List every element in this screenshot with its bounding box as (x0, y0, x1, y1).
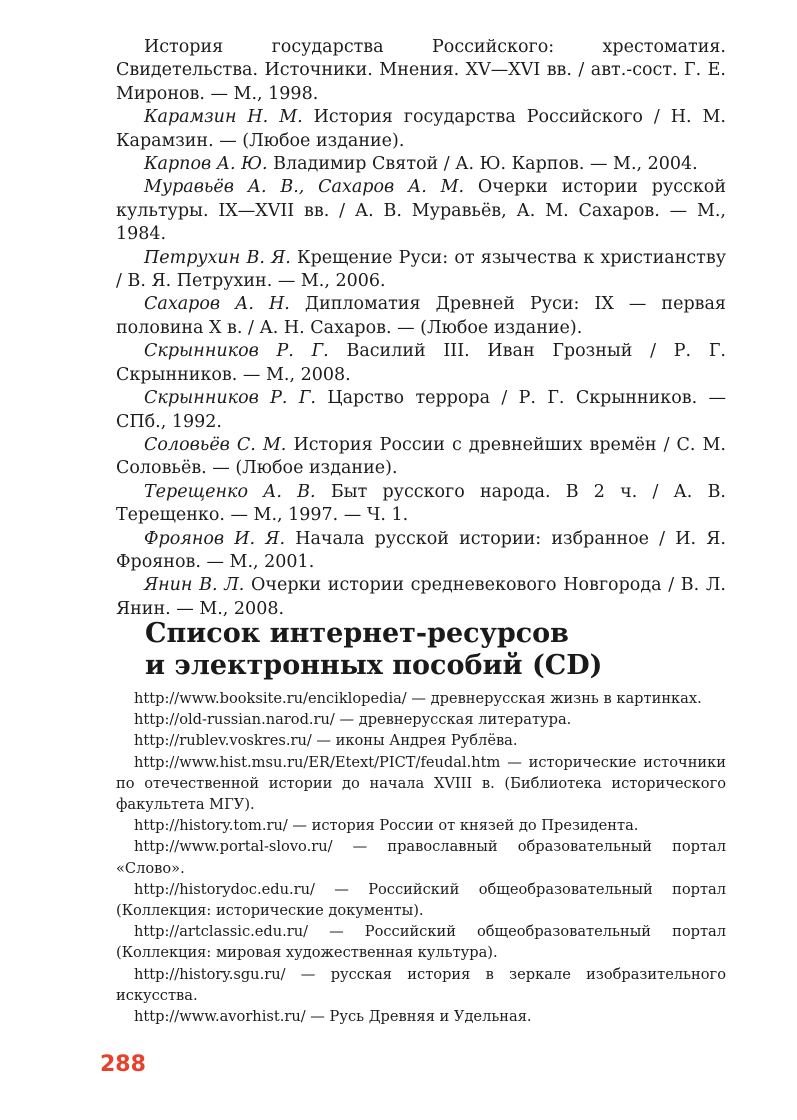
bibliography-entry (116, 176, 726, 246)
resource-item: http://historydoc.edu.ru/ — Российский общеобразовательный портал (Коллекция: исторические документы). (116, 880, 726, 920)
resource-item: http://history.tom.ru/ — история России от князей до Президента. (134, 817, 639, 835)
entry-text: Очерки истории средневекового Новгорода / В. Л. Янин. — М., 2008. (116, 575, 726, 619)
entry-author: Соловьёв С. М. (144, 434, 287, 455)
resources-heading (145, 618, 745, 682)
bibliography-entry (116, 293, 726, 340)
entry-text: Василий III. Иван Грозный / Р. Г. Скрынников. — М., 2008. (116, 341, 726, 385)
entry-text: История государства Российского: хрестоматия. Свидетельства. Источники. Мнения. XV—XVI вв. / авт.-сост. Г. Е. Миронов. — М., 1998. (116, 37, 726, 104)
entry-text: Царство террора / Р. Г. Скрынников. — СПб., 1992. (116, 388, 726, 432)
page-number: 288 (100, 1052, 146, 1077)
entry-author: Скрынников Р. Г. (144, 341, 329, 362)
bibliography-entry (116, 574, 726, 621)
resource-item: http://artclassic.edu.ru/ — Российский общеобразовательный портал (Коллекция: мировая художественная культура). (116, 923, 726, 962)
entry-author: Карамзин Н. М. (144, 107, 303, 128)
resource-item: http://rublev.voskres.ru/ — иконы Андрея Рублёва. (134, 732, 518, 750)
resource-item: http://history.sgu.ru/ — русская история в зеркале изобразительного искусства. (116, 965, 726, 1004)
bibliography-entry (116, 340, 726, 387)
bibliography-entry (116, 387, 726, 434)
entry-text: Быт русского народа. В 2 ч. / А. В. Терещенко. — М., 1997. — Ч. 1. (116, 481, 726, 526)
resources-heading-line-1: Список интернет-ресурсов (145, 618, 569, 649)
entry-text: Владимир Святой / А. Ю. Карпов. — М., 2004. (273, 154, 698, 175)
bibliography-entry (116, 36, 726, 106)
entry-author: Сахаров А. Н. (144, 294, 290, 315)
bibliography-entry (116, 247, 726, 294)
bibliography-entry (116, 481, 726, 528)
entry-text: Дипломатия Древней Руси: IX — первая половина X в. / А. Н. Сахаров. — (Любое издание). (116, 294, 726, 338)
bibliography-entry (116, 153, 726, 176)
entry-author: Скрынников Р. Г. (144, 388, 316, 409)
entry-text: Начала русской истории: избранное / И. Я. Фроянов. — М., 2001. (116, 528, 726, 572)
entry-author: Терещенко А. В. (144, 481, 316, 502)
bibliography-list (116, 36, 726, 621)
entry-text: Крещение Руси: от язычества к христианству / В. Я. Петрухин. — М., 2006. (116, 247, 726, 292)
resources-heading-line-2: и электронных пособий (CD) (145, 650, 603, 681)
resource-item: http://www.portal-slovo.ru/ — православный образовательный портал «Слово». (116, 838, 726, 877)
entry-text: История государства Российского / Н. М. Карамзин. — (Любое издание). (116, 107, 726, 151)
entry-author: Петрухин В. Я. (144, 247, 291, 268)
entry-text: Очерки истории русской культуры. IX—XVII вв. / А. В. Муравьёв, А. М. Сахаров. — М., 1984. (116, 177, 726, 245)
bibliography-entry (116, 106, 726, 153)
resource-item: http://old-russian.narod.ru/ — древнерусская литература. (134, 711, 572, 729)
entry-author: Фроянов И. Я. (144, 528, 286, 549)
bibliography-entry (116, 528, 726, 575)
entry-text: История России с древнейших времён / С. М. Соловьёв. — (Любое издание). (116, 434, 726, 479)
entry-author: Карпов А. Ю. (144, 154, 268, 175)
resources-list (116, 688, 726, 1027)
resource-item: http://www.hist.msu.ru/ER/Etext/PICT/feudal.htm — исторические источники по отечественной истории до начала XVIII в. (Библиотека исторического факультета МГУ). (116, 753, 726, 814)
entry-author: Янин В. Л. (144, 575, 245, 596)
resource-item: http://www.avorhist.ru/ — Русь Древняя и Удельная. (134, 1008, 532, 1026)
entry-author: Муравьёв А. В., Сахаров А. М. (144, 177, 465, 198)
resource-item: http://www.booksite.ru/enciklopedia/ — древнерусская жизнь в картинках. (134, 690, 702, 707)
bibliography-entry (116, 434, 726, 481)
